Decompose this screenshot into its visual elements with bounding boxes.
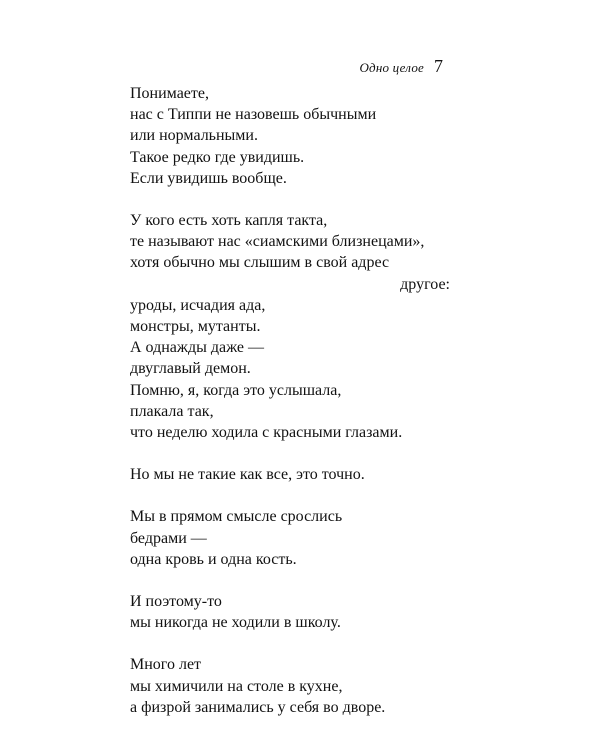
poem-line: что неделю ходила с красными глазами. bbox=[130, 424, 403, 442]
poem-line: И поэтому-то bbox=[130, 593, 222, 611]
poem-line: мы химичили на столе в кухне, bbox=[130, 677, 343, 695]
poem-text bbox=[130, 83, 450, 739]
running-header bbox=[359, 56, 443, 77]
page-number: 7 bbox=[434, 56, 443, 76]
poem-line: нас с Типпи не назовешь обычными bbox=[130, 106, 377, 124]
poem-line: те называют нас «сиамскими близнецами», bbox=[130, 233, 425, 251]
poem-line: Много лет bbox=[130, 656, 202, 674]
stanza bbox=[130, 591, 450, 633]
poem-line: Мы в прямом смысле срослись bbox=[130, 508, 343, 526]
poem-line-continuation: другое: bbox=[400, 275, 450, 293]
poem-line: А однажды даже — bbox=[130, 339, 265, 357]
stanza bbox=[130, 83, 450, 189]
stanza bbox=[130, 210, 450, 443]
poem-line: Понимаете, bbox=[130, 85, 209, 102]
book-title: Одно целое bbox=[359, 60, 424, 75]
poem-line: плакала так, bbox=[130, 402, 214, 420]
poem-line: Такое редко где увидишь. bbox=[130, 148, 305, 166]
poem-line: бедрами — bbox=[130, 529, 207, 547]
poem-line: Помню, я, когда это услышала, bbox=[130, 381, 342, 399]
poem-line: Но мы не такие как все, это точно. bbox=[130, 466, 365, 484]
stanza bbox=[130, 464, 450, 485]
poem-line: или нормальными. bbox=[130, 127, 258, 145]
stanza bbox=[130, 654, 450, 718]
poem-line: мы никогда не ходили в школу. bbox=[130, 614, 341, 632]
poem-line: одна кровь и одна кость. bbox=[130, 550, 297, 568]
poem-line: У кого есть хоть капля такта, bbox=[130, 212, 328, 230]
stanza bbox=[130, 506, 450, 570]
poem-line: монстры, мутанты. bbox=[130, 318, 261, 336]
poem-line: хотя обычно мы слышим в свой адрес bbox=[130, 254, 390, 272]
poem-line: двуглавый демон. bbox=[130, 360, 251, 378]
poem-line: уроды, исчадия ада, bbox=[130, 296, 266, 314]
poem-line: а физрой занимались у себя во дворе. bbox=[130, 698, 386, 716]
poem-line: Если увидишь вообще. bbox=[130, 169, 287, 187]
